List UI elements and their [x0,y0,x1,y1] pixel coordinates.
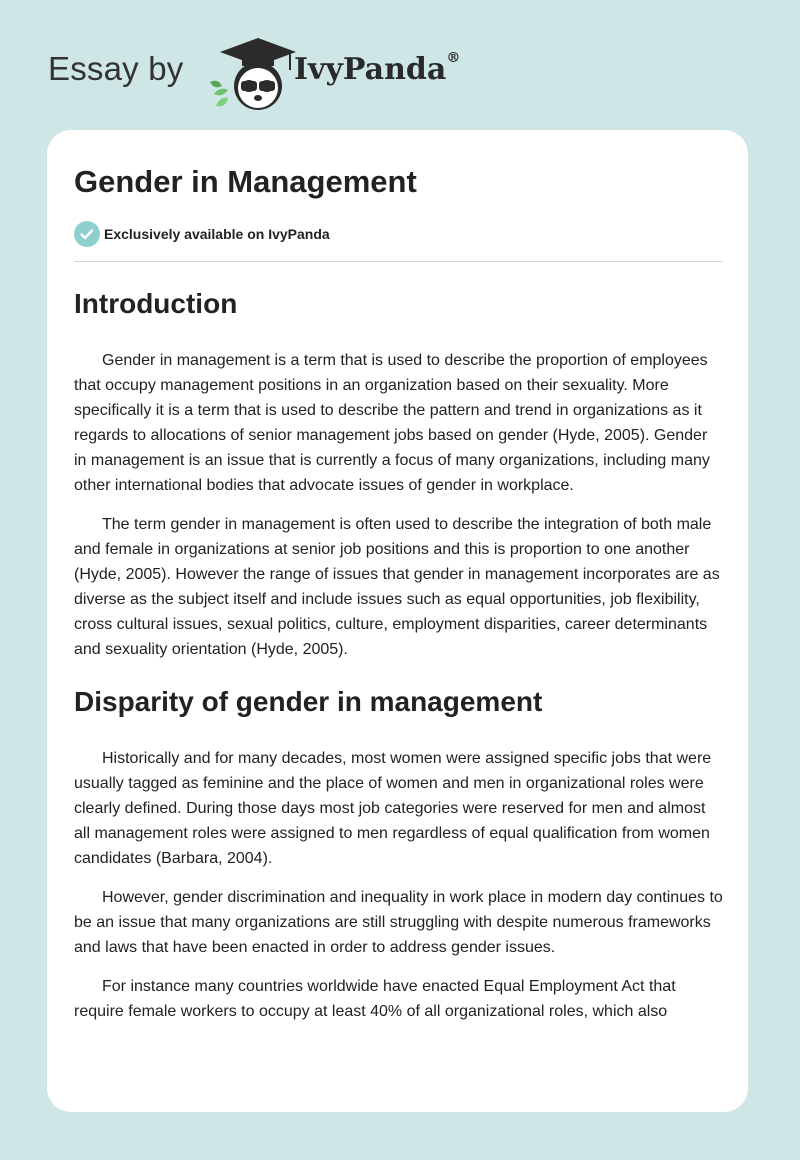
paragraph: Historically and for many decades, most women were assigned specific jobs that were usually tagged as feminine and the place of women and men in organizational roles were clearly defined. During those days most job categories were reserved for men and almost all management roles were assigned to men regardless of equal qualification from women candidates (Barbara, 2004). [74,750,712,867]
brand-name-text: IvyPanda [294,52,447,87]
article-card [47,130,748,1112]
paragraph: For instance many countries worldwide have enacted Equal Employment Act that require female workers to occupy at least 40% of all organizational roles, which also [74,978,676,1020]
section-disparity [74,676,724,1024]
registered-mark: ® [446,50,461,66]
paragraph: However, gender discrimination and inequality in work place in modern day continues to be an issue that many organizations are still struggling with despite numerous frameworks and laws that have been enacted in order to address gender issues. [74,889,723,956]
section-heading: Introduction [74,288,238,319]
article-body [74,278,724,1038]
panda-graduate-logo-icon[interactable] [200,34,300,114]
brand-name [294,52,460,87]
page-title: Gender in Management [74,164,417,199]
check-circle-icon [74,221,100,247]
paragraph: The term gender in management is often used to describe the integration of both male and female in organizations at senior job positions and this is proportion to one another (Hyde, 2005). However the range of issues that gender in management incorporates are as diverse as the subject itself and include issues such as equal opportunities, job flexibility, cross cultural issues, sexual politics, culture, employment disparities, career determinants and sexuality orientation (Hyde, 2005). [74,516,720,658]
section-introduction [74,278,724,662]
exclusive-badge [74,221,330,247]
section-heading: Disparity of gender in management [74,686,543,717]
title-divider [74,261,723,262]
paragraph: Gender in management is a term that is used to describe the proportion of employees that occupy management positions in an organization based on their sexuality. More specifically it is a term that is used to describe the pattern and trend in organizations as it regards to allocations of senior management jobs based on gender (Hyde, 2005). Gender in management is an issue that is currently a focus of many organizations, including many other international bodies that advocate issues of gender in workplace. [74,352,710,494]
brand-prefix: Essay by [48,50,184,87]
badge-text: Exclusively available on IvyPanda [104,226,330,242]
brand-header [48,34,468,114]
